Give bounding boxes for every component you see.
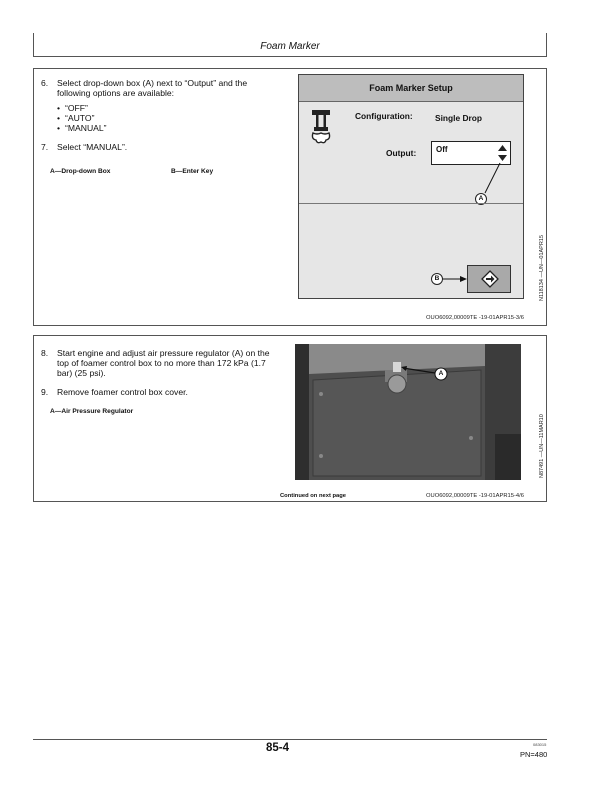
- page-number: 85-4: [266, 742, 290, 754]
- step-text: Remove foamer control box cover.: [57, 387, 188, 397]
- bullet-icon: •: [57, 123, 61, 133]
- step-text: Select drop-down box (A) next to “Output” and the following options are available:: [57, 78, 248, 98]
- air-pressure-regulator-photo: [295, 344, 521, 480]
- configuration-value: Single Drop: [435, 113, 482, 123]
- footer-divider: [33, 739, 547, 740]
- page-header: [33, 33, 547, 57]
- output-dropdown-value: Off: [436, 145, 448, 154]
- step-text: Select “MANUAL”.: [57, 142, 128, 152]
- reference-code: OUO6092,00009TE -19-01APR15-4/6: [426, 493, 524, 499]
- legend-b: B—Enter Key: [171, 168, 214, 175]
- bullet-icon: •: [57, 103, 61, 113]
- foam-marker-setup-screen: [298, 74, 524, 299]
- enter-key-button[interactable]: [467, 265, 511, 293]
- step-text: Start engine and adjust air pressure regulator (A) on the top of foamer control box to no more than 172 kPa (1.7 bar) (25 psi).: [57, 348, 270, 378]
- list-item: [57, 103, 276, 113]
- option-text: “MANUAL”: [65, 123, 107, 133]
- image-code: N87491 —UN—11MAR10: [539, 414, 545, 478]
- step-number: 7.: [41, 142, 49, 152]
- output-label: Output:: [386, 148, 417, 158]
- screen-divider: [299, 203, 523, 204]
- callout-b: B: [431, 273, 443, 285]
- screen-title: Foam Marker Setup: [299, 75, 523, 102]
- bullet-icon: •: [57, 113, 61, 123]
- reference-code: OUO6092,00009TE -19-01APR15-3/6: [426, 315, 524, 321]
- footer-code: 083015: [533, 742, 547, 747]
- photo-illustration: [295, 344, 521, 480]
- callout-a: A: [475, 193, 487, 205]
- enter-icon: [481, 270, 499, 288]
- steps-block-2: [41, 348, 276, 406]
- continued-note: Continued on next page: [280, 493, 347, 499]
- option-text: “AUTO”: [65, 113, 95, 123]
- step-8: [41, 348, 276, 378]
- page-header-title: Foam Marker: [260, 41, 320, 52]
- pn-number: PN=480: [520, 750, 548, 759]
- legend-a: A—Air Pressure Regulator: [50, 408, 134, 415]
- list-item: [57, 113, 276, 123]
- photo-callout-a: A: [438, 370, 444, 377]
- legend-a: A—Drop-down Box: [50, 168, 111, 175]
- step-number: 6.: [41, 78, 49, 88]
- step-7: [41, 142, 276, 152]
- list-item: [57, 123, 276, 133]
- step-number: 9.: [41, 387, 49, 397]
- image-code: N118134 —UN—01APR15: [539, 235, 545, 301]
- configuration-label: Configuration:: [355, 111, 413, 121]
- steps-block-1: [41, 78, 276, 161]
- step-6: [41, 78, 276, 98]
- step-9: [41, 387, 276, 397]
- step-number: 8.: [41, 348, 49, 358]
- option-list: [57, 103, 276, 133]
- option-text: “OFF”: [65, 103, 88, 113]
